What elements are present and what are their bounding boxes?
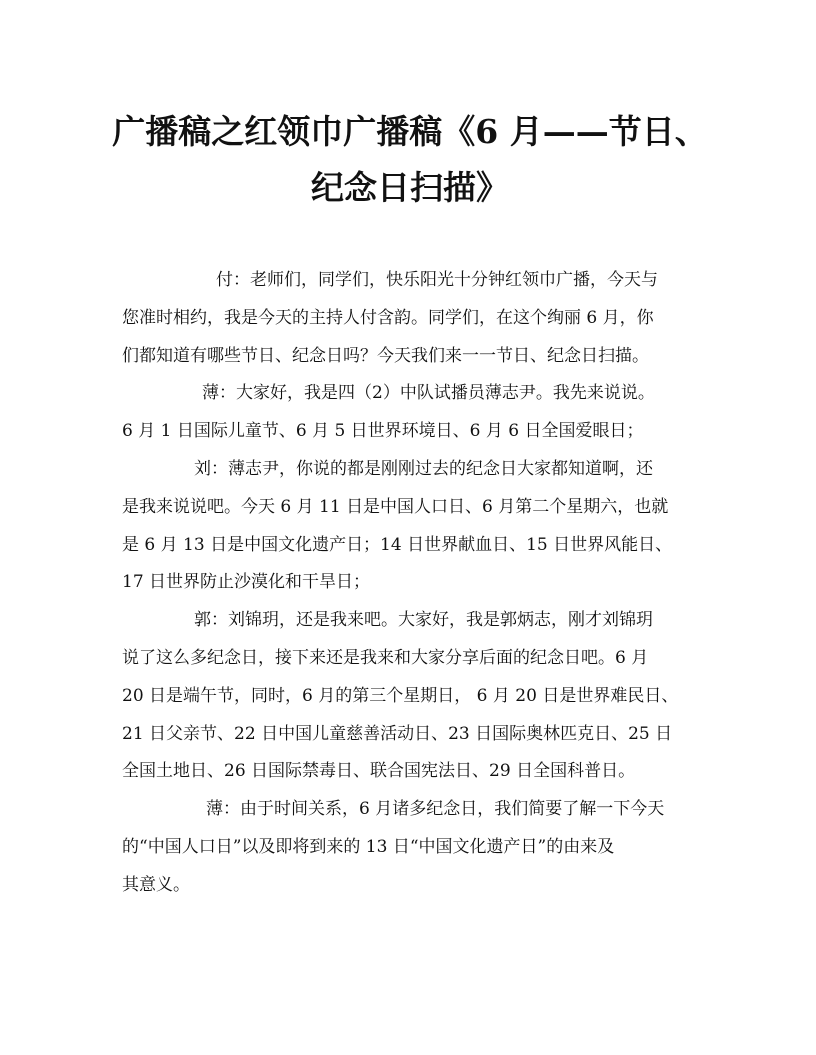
text-line: 20 日是端午节，同时，6 月的第三个星期日， 6 月 20 日是世界难民日、 xyxy=(122,685,679,706)
text-line: 刘：薄志尹，你说的都是刚刚过去的纪念日大家都知道啊，还 xyxy=(194,458,653,479)
text-line: 其意义。 xyxy=(122,874,190,895)
text-line: 付：老师们，同学们，快乐阳光十分钟红领巾广播，今天与 xyxy=(216,270,658,290)
text-line: 是我来说说吧。今天 6 月 11 日是中国人口日、6 月第二个星期六，也就 xyxy=(122,496,669,517)
text-line: 薄：大家好，我是四（2）中队试播员薄志尹。我先来说说。 xyxy=(202,383,655,404)
text-line: 薄：由于时间关系，6 月诸多纪念日，我们简要了解一下今天 xyxy=(206,799,665,820)
text-line: 您准时相约，我是今天的主持人付含韵。同学们，在这个绚丽 6 月，你 xyxy=(122,307,654,328)
paragraph-guo xyxy=(122,602,700,791)
text-line: 是 6 月 13 日是中国文化遗产日；14 日世界献血日、15 日世界风能日、 xyxy=(122,534,673,555)
text-line: 们都知道有哪些节日、纪念日吗？今天我们来一一节日、纪念日扫描。 xyxy=(122,345,649,366)
paragraph-bo-second xyxy=(122,791,700,904)
paragraph-fu-opening xyxy=(122,262,700,375)
text-line: 说了这么多纪念日，接下来还是我来和大家分享后面的纪念日吧。6 月 xyxy=(122,647,649,668)
text-line: 的“中国人口日”以及即将到来的 13 日“中国文化遗产日”的由来及 xyxy=(122,836,615,857)
text-line: 17 日世界防止沙漠化和干旱日； xyxy=(122,572,371,593)
text-line: 6 月 1 日国际儿童节、6 月 5 日世界环境日、6 月 6 日全国爱眼日； xyxy=(122,421,644,442)
text-line: 全国土地日、26 日国际禁毒日、联合国宪法日、29 日全国科普日。 xyxy=(122,761,636,782)
document-body xyxy=(122,262,700,905)
text-line: 21 日父亲节、22 日中国儿童慈善活动日、23 日国际奥林匹克日、25 日 xyxy=(122,723,673,744)
title-line-2: 纪念日扫描》 xyxy=(311,168,509,207)
document-title xyxy=(110,104,710,216)
text-line: 郭：刘锦玥，还是我来吧。大家好，我是郭炳志，刚才刘锦玥 xyxy=(194,610,653,631)
paragraph-liu xyxy=(122,451,700,602)
paragraph-bo-first xyxy=(122,375,700,451)
title-line-1: 广播稿之红领巾广播稿《6 月——节日、 xyxy=(112,112,708,151)
